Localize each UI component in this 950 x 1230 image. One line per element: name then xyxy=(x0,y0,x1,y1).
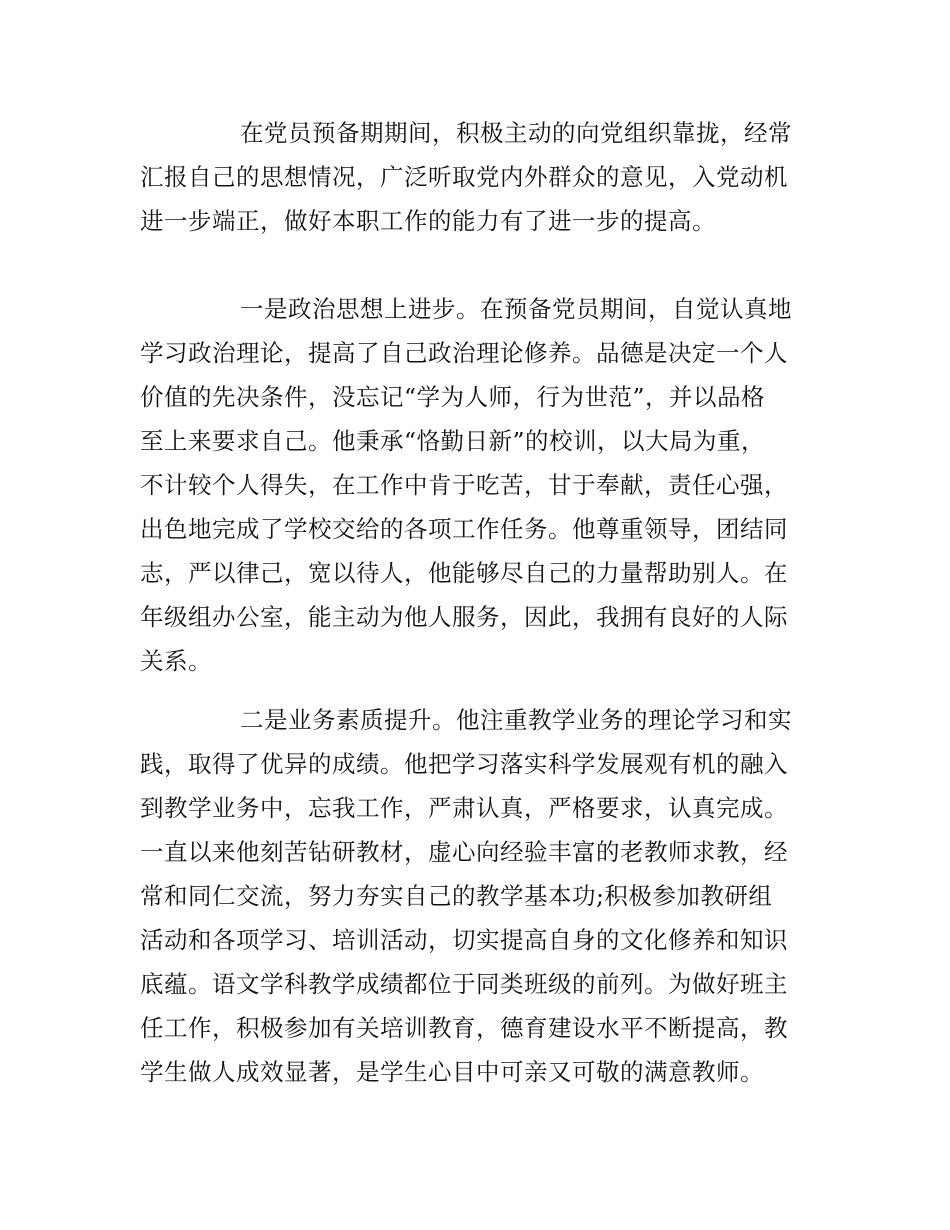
paragraph-line: 常和同仁交流，努力夯实自己的教学基本功;积极参加教研组 xyxy=(140,882,773,910)
paragraph-line: 至上来要求自己。他秉承“恪勤日新”的校训，以大局为重， xyxy=(140,427,766,455)
paragraph-line: 进一步端正，做好本职工作的能力有了进一步的提高。 xyxy=(140,207,716,235)
paragraph-line: 任工作，积极参加有关培训教育，德育建设水平不断提高，教 xyxy=(140,1014,788,1042)
paragraph-line: 一是政治思想上进步。在预备党员期间，自觉认真地 xyxy=(240,295,792,323)
paragraph-line: 活动和各项学习、培训活动，切实提高自身的文化修养和知识 xyxy=(140,926,788,954)
paragraph-line: 一直以来他刻苦钻研教材，虚心向经验丰富的老教师求教，经 xyxy=(140,838,788,866)
paragraph-line: 不计较个人得失，在工作中肯于吃苦，甘于奉献，责任心强， xyxy=(140,471,788,499)
paragraph-line: 学习政治理论，提高了自己政治理论修养。品德是决定一个人 xyxy=(140,339,788,367)
paragraph-line: 二是业务素质提升。他注重教学业务的理论学习和实 xyxy=(240,706,792,734)
paragraph-line: 到教学业务中，忘我工作，严肃认真，严格要求，认真完成。 xyxy=(140,794,788,822)
paragraph-line: 在党员预备期期间，积极主动的向党组织靠拢，经常 xyxy=(240,119,792,147)
paragraph-line: 出色地完成了学校交给的各项工作任务。他尊重领导，团结同 xyxy=(140,515,788,543)
paragraph-line: 志，严以律己，宽以待人，他能够尽自己的力量帮助别人。在 xyxy=(140,559,788,587)
paragraph-line: 底蕴。语文学科教学成绩都位于同类班级的前列。为做好班主 xyxy=(140,970,788,998)
paragraph-line: 汇报自己的思想情况，广泛听取党内外群众的意见，入党动机 xyxy=(140,163,788,191)
paragraph-line: 践，取得了优异的成绩。他把学习落实科学发展观有机的融入 xyxy=(140,750,788,778)
paragraph-line: 年级组办公室，能主动为他人服务，因此，我拥有良好的人际 xyxy=(140,603,788,631)
paragraph-line: 价值的先决条件，没忘记“学为人师，行为世范”，并以品格 xyxy=(140,383,766,411)
paragraph-line: 关系。 xyxy=(140,647,212,675)
paragraph-line: 学生做人成效显著，是学生心目中可亲又可敬的满意教师。 xyxy=(140,1058,764,1086)
